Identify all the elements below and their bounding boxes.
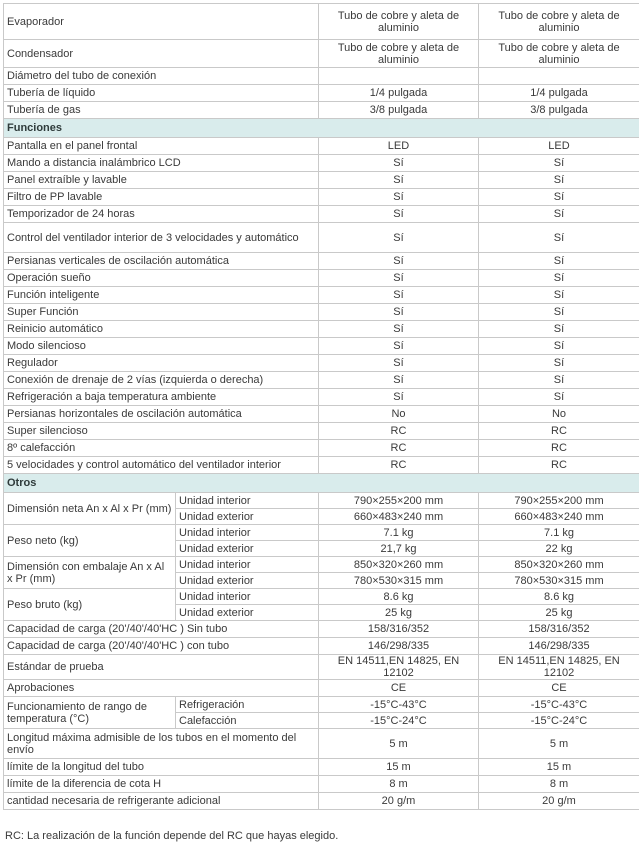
value-cell: No [479,406,639,423]
row-label: Persianas verticales de oscilación automática [4,253,319,270]
table-row [4,102,639,119]
value-cell: 5 m [319,729,479,759]
table-row [4,557,639,573]
value-cell: Sí [319,389,479,406]
table-row [4,589,639,605]
row-label: Persianas horizontales de oscilación automática [4,406,319,423]
section-title-funciones: Funciones [4,119,639,138]
table-row [4,793,639,810]
row-label: Control del ventilador interior de 3 velocidades y automático [4,223,319,253]
value-cell: -15°C-24°C [479,713,639,729]
table-row [4,355,639,372]
row-label: Evaporador [4,4,319,40]
row-label: Modo silencioso [4,338,319,355]
value-cell: Sí [319,338,479,355]
group-label: Dimensión con embalaje An x Al x Pr (mm) [4,557,176,589]
row-label: Función inteligente [4,287,319,304]
row-label: Condensador [4,40,319,68]
table-row [4,85,639,102]
value-cell: Sí [319,372,479,389]
value-cell: 5 m [479,729,639,759]
value-cell: Sí [319,223,479,253]
value-cell: Sí [479,372,639,389]
value-cell: 8 m [479,776,639,793]
row-label: Filtro de PP lavable [4,189,319,206]
value-cell: RC [479,440,639,457]
table-row [4,40,639,68]
value-cell: 146/298/335 [319,638,479,655]
row-label: Aprobaciones [4,680,319,697]
value-cell: 3/8 pulgada [479,102,639,119]
value-cell: EN 14511,EN 14825, EN 12102 [319,655,479,680]
table-row [4,338,639,355]
value-cell: Sí [319,189,479,206]
value-cell: Sí [319,270,479,287]
value-cell: Sí [479,223,639,253]
row-label: Regulador [4,355,319,372]
table-row [4,206,639,223]
table-row [4,638,639,655]
value-cell: 7.1 kg [319,525,479,541]
value-cell: Sí [479,172,639,189]
table-row [4,189,639,206]
value-cell: Tubo de cobre y aleta de aluminio [479,40,639,68]
value-cell: 790×255×200 mm [479,493,639,509]
value-cell: Sí [479,270,639,287]
row-label: Reinicio automático [4,321,319,338]
value-cell: 8.6 kg [479,589,639,605]
value-cell: 1/4 pulgada [479,85,639,102]
row-label: Tubería de gas [4,102,319,119]
value-cell: RC [319,423,479,440]
table-row [4,406,639,423]
table-row [4,4,639,40]
sub-label: Unidad exterior [176,573,319,589]
row-label: Estándar de prueba [4,655,319,680]
table-row [4,253,639,270]
value-cell [479,68,639,85]
row-label: Refrigeración a baja temperatura ambiente [4,389,319,406]
value-cell: Sí [479,189,639,206]
value-cell: 20 g/m [319,793,479,810]
value-cell: Sí [319,287,479,304]
value-cell: Sí [479,304,639,321]
table-row [4,223,639,253]
value-cell: Sí [319,304,479,321]
table-row [4,372,639,389]
table-row [4,621,639,638]
table-row [4,423,639,440]
table-row [4,776,639,793]
value-cell: 158/316/352 [479,621,639,638]
group-label: Funcionamiento de rango de temperatura (°C) [4,697,176,729]
value-cell: 850×320×260 mm [319,557,479,573]
section-title-otros: Otros [4,474,639,493]
value-cell: 25 kg [319,605,479,621]
row-label: 8º calefacción [4,440,319,457]
value-cell: LED [479,138,639,155]
table-row [4,525,639,541]
value-cell: -15°C-24°C [319,713,479,729]
table-row [4,287,639,304]
spec-table [3,3,639,810]
value-cell: Sí [479,389,639,406]
sub-label: Unidad exterior [176,541,319,557]
value-cell: -15°C-43°C [479,697,639,713]
value-cell: RC [319,440,479,457]
value-cell: Sí [479,338,639,355]
row-label: cantidad necesaria de refrigerante adicional [4,793,319,810]
table-row [4,155,639,172]
value-cell: Sí [479,155,639,172]
row-label: 5 velocidades y control automático del ventilador interior [4,457,319,474]
table-row [4,68,639,85]
row-label: Super silencioso [4,423,319,440]
table-row [4,729,639,759]
row-label: Panel extraíble y lavable [4,172,319,189]
value-cell: 850×320×260 mm [479,557,639,573]
value-cell: 8 m [319,776,479,793]
table-row [4,389,639,406]
table-row [4,493,639,509]
value-cell: RC [319,457,479,474]
row-label: Capacidad de carga (20'/40'/40'HC ) Sin tubo [4,621,319,638]
value-cell: 1/4 pulgada [319,85,479,102]
table-row [4,440,639,457]
value-cell: Sí [479,206,639,223]
value-cell: Sí [319,206,479,223]
value-cell: 25 kg [479,605,639,621]
value-cell: Tubo de cobre y aleta de aluminio [319,4,479,40]
value-cell: 780×530×315 mm [319,573,479,589]
row-label: Mando a distancia inalámbrico LCD [4,155,319,172]
group-label: Peso bruto (kg) [4,589,176,621]
value-cell: RC [479,457,639,474]
sub-label: Unidad interior [176,557,319,573]
section-row [4,119,639,138]
value-cell: Sí [319,155,479,172]
value-cell: 22 kg [479,541,639,557]
table-row [4,655,639,680]
value-cell: Sí [479,355,639,372]
value-cell: Tubo de cobre y aleta de aluminio [479,4,639,40]
table-row [4,680,639,697]
sub-label: Unidad interior [176,493,319,509]
row-label: Conexión de drenaje de 2 vías (izquierda o derecha) [4,372,319,389]
value-cell: Sí [479,287,639,304]
value-cell: EN 14511,EN 14825, EN 12102 [479,655,639,680]
value-cell: 660×483×240 mm [319,509,479,525]
row-label: Longitud máxima admisible de los tubos en el momento del envío [4,729,319,759]
table-row [4,697,639,713]
sub-label: Refrigeración [176,697,319,713]
value-cell: Sí [319,321,479,338]
table-row [4,759,639,776]
row-label: Capacidad de carga (20'/40'/40'HC ) con tubo [4,638,319,655]
value-cell: CE [479,680,639,697]
value-cell: 660×483×240 mm [479,509,639,525]
sub-label: Unidad interior [176,525,319,541]
value-cell: CE [319,680,479,697]
value-cell [319,68,479,85]
value-cell: RC [479,423,639,440]
value-cell: Sí [319,355,479,372]
group-label: Dimensión neta An x Al x Pr (mm) [4,493,176,525]
row-label: Tubería de líquido [4,85,319,102]
table-row [4,138,639,155]
row-label: límite de la diferencia de cota H [4,776,319,793]
sub-label: Unidad interior [176,589,319,605]
row-label: Operación sueño [4,270,319,287]
value-cell: LED [319,138,479,155]
value-cell: 21,7 kg [319,541,479,557]
footnote: RC: La realización de la función depende del RC que hayas elegido. [5,830,339,842]
value-cell: Sí [319,253,479,270]
value-cell: 780×530×315 mm [479,573,639,589]
value-cell: 20 g/m [479,793,639,810]
value-cell: 15 m [319,759,479,776]
row-label: Pantalla en el panel frontal [4,138,319,155]
row-label: Diámetro del tubo de conexión [4,68,319,85]
table-row [4,457,639,474]
value-cell: Sí [479,253,639,270]
table-row [4,172,639,189]
table-row [4,321,639,338]
row-label: Super Función [4,304,319,321]
sub-label: Calefacción [176,713,319,729]
value-cell: Tubo de cobre y aleta de aluminio [319,40,479,68]
value-cell: No [319,406,479,423]
value-cell: 3/8 pulgada [319,102,479,119]
value-cell: -15°C-43°C [319,697,479,713]
value-cell: 15 m [479,759,639,776]
section-row [4,474,639,493]
value-cell: Sí [479,321,639,338]
sub-label: Unidad exterior [176,605,319,621]
value-cell: 790×255×200 mm [319,493,479,509]
table-row [4,270,639,287]
value-cell: 146/298/335 [479,638,639,655]
value-cell: 7.1 kg [479,525,639,541]
value-cell: Sí [319,172,479,189]
value-cell: 158/316/352 [319,621,479,638]
value-cell: 8.6 kg [319,589,479,605]
sub-label: Unidad exterior [176,509,319,525]
row-label: límite de la longitud del tubo [4,759,319,776]
row-label: Temporizador de 24 horas [4,206,319,223]
table-row [4,304,639,321]
group-label: Peso neto (kg) [4,525,176,557]
